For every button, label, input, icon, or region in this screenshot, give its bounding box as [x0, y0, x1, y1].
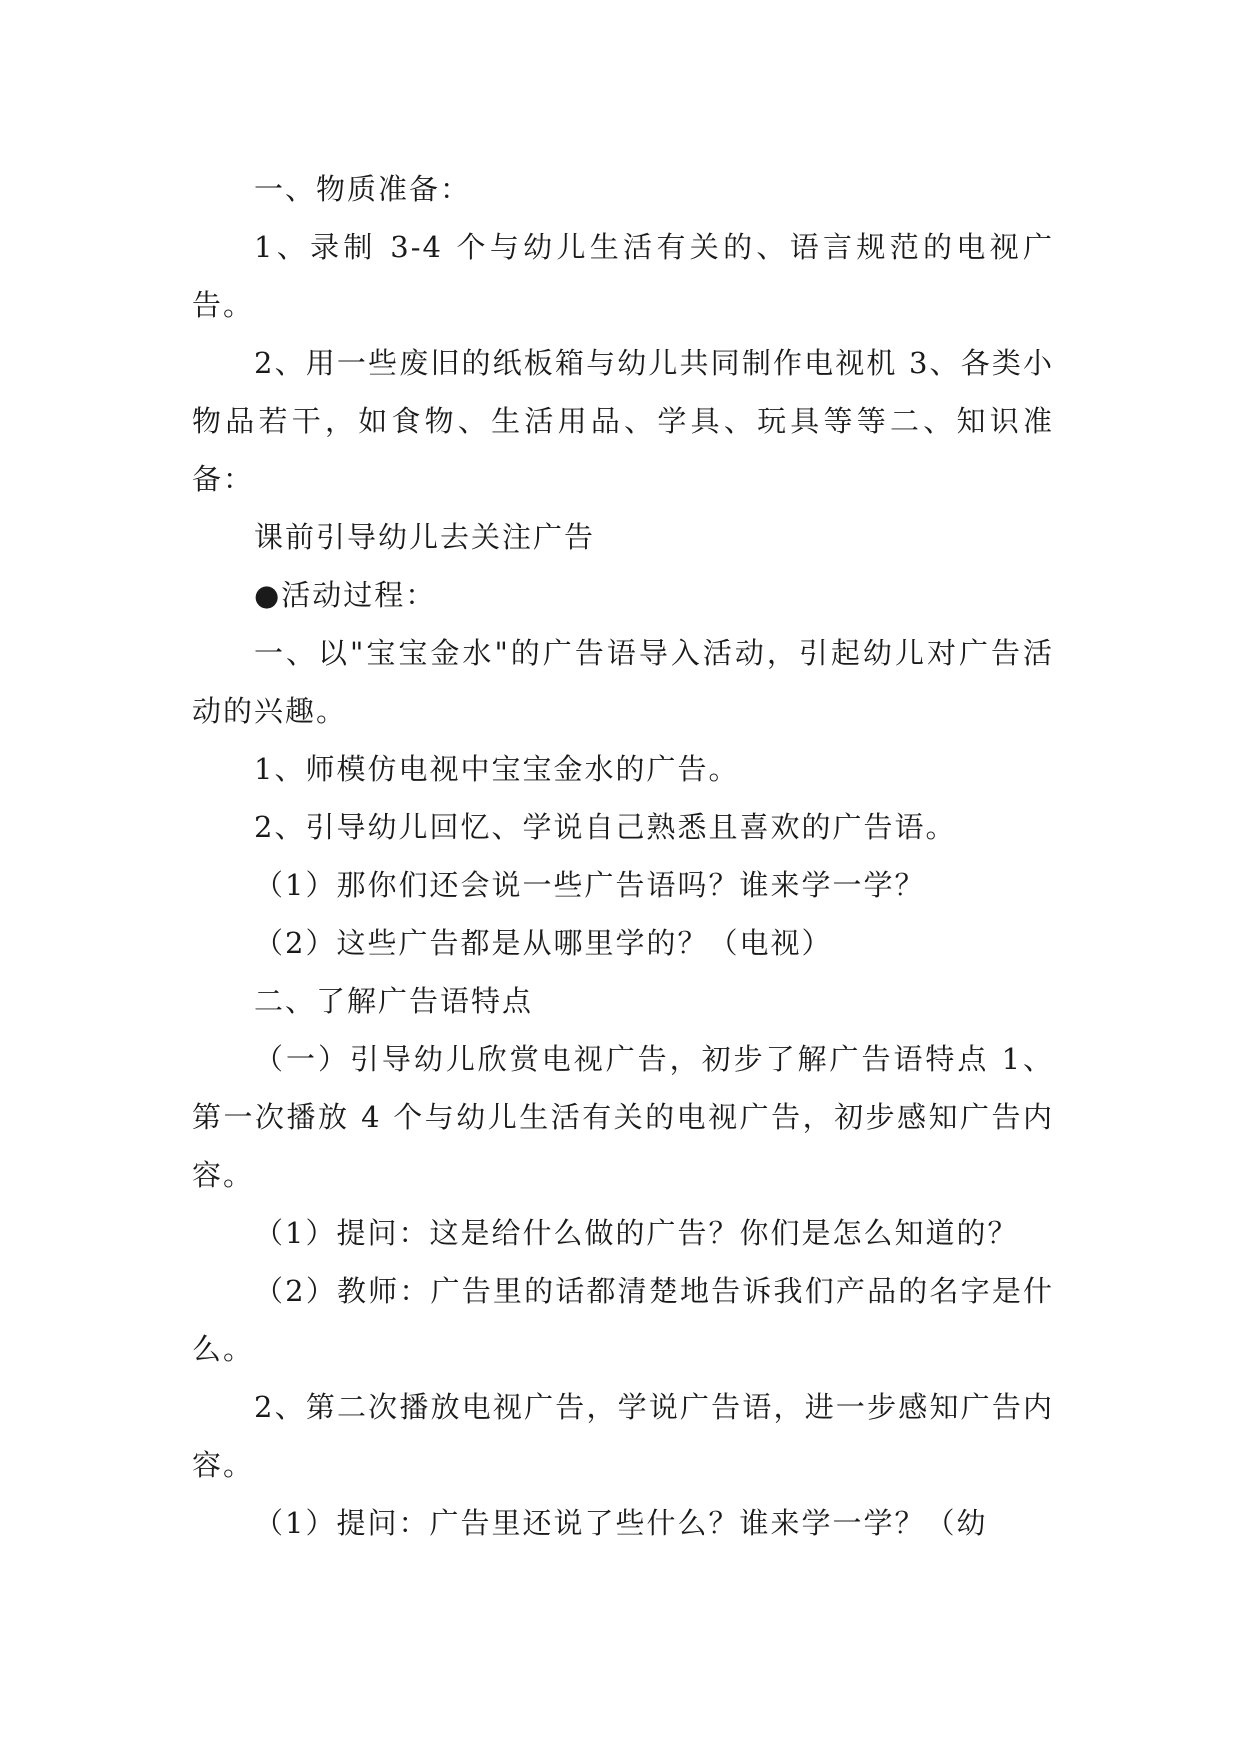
paragraph: 2、用一些废旧的纸板箱与幼儿共同制作电视机 3、各类小物品若干，如食物、生活用品、学具、玩具等等二、知识准备： — [192, 346, 1054, 496]
paragraph: 1、师模仿电视中宝宝金水的广告。 — [254, 752, 740, 786]
paragraph: （1）提问：广告里还说了些什么？谁来学一学？（幼 — [254, 1506, 988, 1540]
paragraph: （2）这些广告都是从哪里学的？（电视） — [254, 926, 833, 960]
section-heading-materials: 一、物质准备： — [254, 172, 472, 206]
document-body — [192, 160, 1054, 1552]
section-heading-features: 二、了解广告语特点 — [254, 984, 534, 1018]
paragraph: 课前引导幼儿去关注广告 — [254, 520, 596, 554]
section-heading-process: ●活动过程： — [254, 578, 437, 612]
paragraph: 2、第二次播放电视广告，学说广告语，进一步感知广告内容。 — [192, 1390, 1054, 1482]
paragraph: （1）提问：这是给什么做的广告？你们是怎么知道的？ — [254, 1216, 1019, 1250]
paragraph: （1）那你们还会说一些广告语吗？谁来学一学？ — [254, 868, 926, 902]
paragraph: （2）教师：广告里的话都清楚地告诉我们产品的名字是什么。 — [192, 1274, 1054, 1366]
paragraph: 2、引导幼儿回忆、学说自己熟悉且喜欢的广告语。 — [254, 810, 957, 844]
paragraph: 一、以"宝宝金水"的广告语导入活动，引起幼儿对广告活动的兴趣。 — [192, 636, 1054, 728]
paragraph: 1、录制 3-4 个与幼儿生活有关的、语言规范的电视广告。 — [192, 230, 1054, 322]
paragraph: （一）引导幼儿欣赏电视广告，初步了解广告语特点 1、第一次播放 4 个与幼儿生活有关的电视广告，初步感知广告内容。 — [192, 1042, 1054, 1192]
